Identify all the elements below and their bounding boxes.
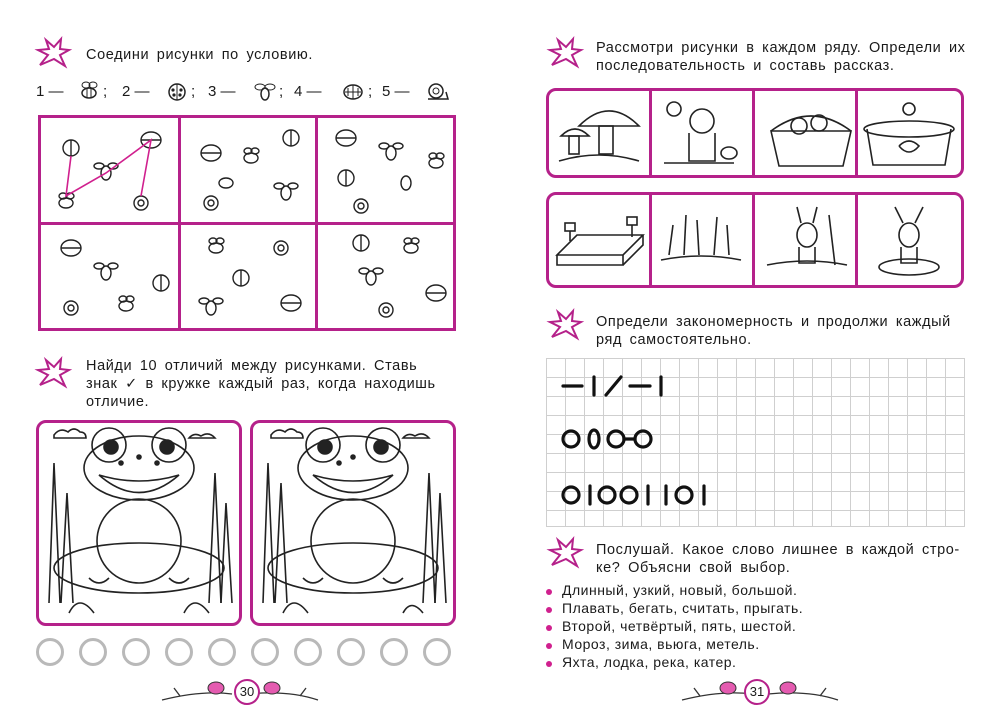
answer-circle[interactable] [294,638,322,666]
story-row [546,192,964,288]
frog-picture-left [36,420,242,626]
pattern-sequences [546,358,964,526]
frog-illustration [253,423,453,623]
answer-circle[interactable] [208,638,236,666]
answer-circles [36,638,460,670]
insect-grid [38,115,456,331]
legend-number: 1 — [36,83,64,100]
task-instruction: Послушай. Какое слово лишнее в каждой стро-ке? Объясни свой выбор. [596,542,960,576]
answer-circle[interactable] [79,638,107,666]
legend-separator: ; [368,83,373,100]
answer-circle[interactable] [36,638,64,666]
legend-number: 4 — [294,83,322,100]
bullet-icon [546,661,552,667]
legend-number: 2 — [122,83,150,100]
legend-number: 3 — [208,83,236,100]
bullet-icon [546,643,552,649]
story-row-drawings [549,195,961,285]
legend-number: 5 — [382,83,410,100]
word-row: Плавать, бегать, считать, прыгать. [562,600,804,616]
star-icon [36,38,70,68]
legend-separator: ; [191,83,196,100]
legend-separator: ; [279,83,284,100]
legend-separator: ; [103,83,108,100]
star-icon [548,538,582,568]
word-row: Длинный, узкий, новый, большой. [562,582,798,598]
task-instruction: Найди 10 отличий между рисунками. Ставь знак ✓ в кружке каждый раз, когда находишь отличие. [86,358,436,410]
answer-circle[interactable] [337,638,365,666]
bullet-icon [546,625,552,631]
answer-circle[interactable] [251,638,279,666]
word-row: Мороз, зима, вьюга, метель. [562,636,760,652]
bee-icon [78,80,100,102]
pattern-grid [546,358,965,527]
answer-circle[interactable] [122,638,150,666]
star-icon [36,358,70,388]
ladybug-icon [166,80,188,102]
answer-circle[interactable] [165,638,193,666]
story-row [546,88,964,178]
star-icon [548,310,582,340]
task-instruction: Рассмотри рисунки в каждом ряду. Определи их последовательность и составь рассказ. [596,40,966,74]
answer-circle[interactable] [423,638,451,666]
page-number: 31 [744,679,770,705]
insect-legend [36,80,456,106]
word-list [546,582,966,674]
frog-picture-right [250,420,456,626]
page-number: 30 [234,679,260,705]
bullet-icon [546,589,552,595]
answer-circle[interactable] [380,638,408,666]
task-instruction: Определи закономерность и продолжи каждый ряд самостоятельно. [596,314,951,348]
fly-icon [254,80,276,102]
insect-cells-drawing [41,118,453,328]
beetle-icon [341,80,365,102]
story-row-drawings [549,91,961,175]
star-icon [548,38,582,68]
word-row: Яхта, лодка, река, катер. [562,654,737,670]
snail-icon [426,80,450,102]
bullet-icon [546,607,552,613]
frog-illustration [39,423,239,623]
word-row: Второй, четвёртый, пять, шестой. [562,618,797,634]
task-instruction: Соедини рисунки по условию. [86,47,313,63]
